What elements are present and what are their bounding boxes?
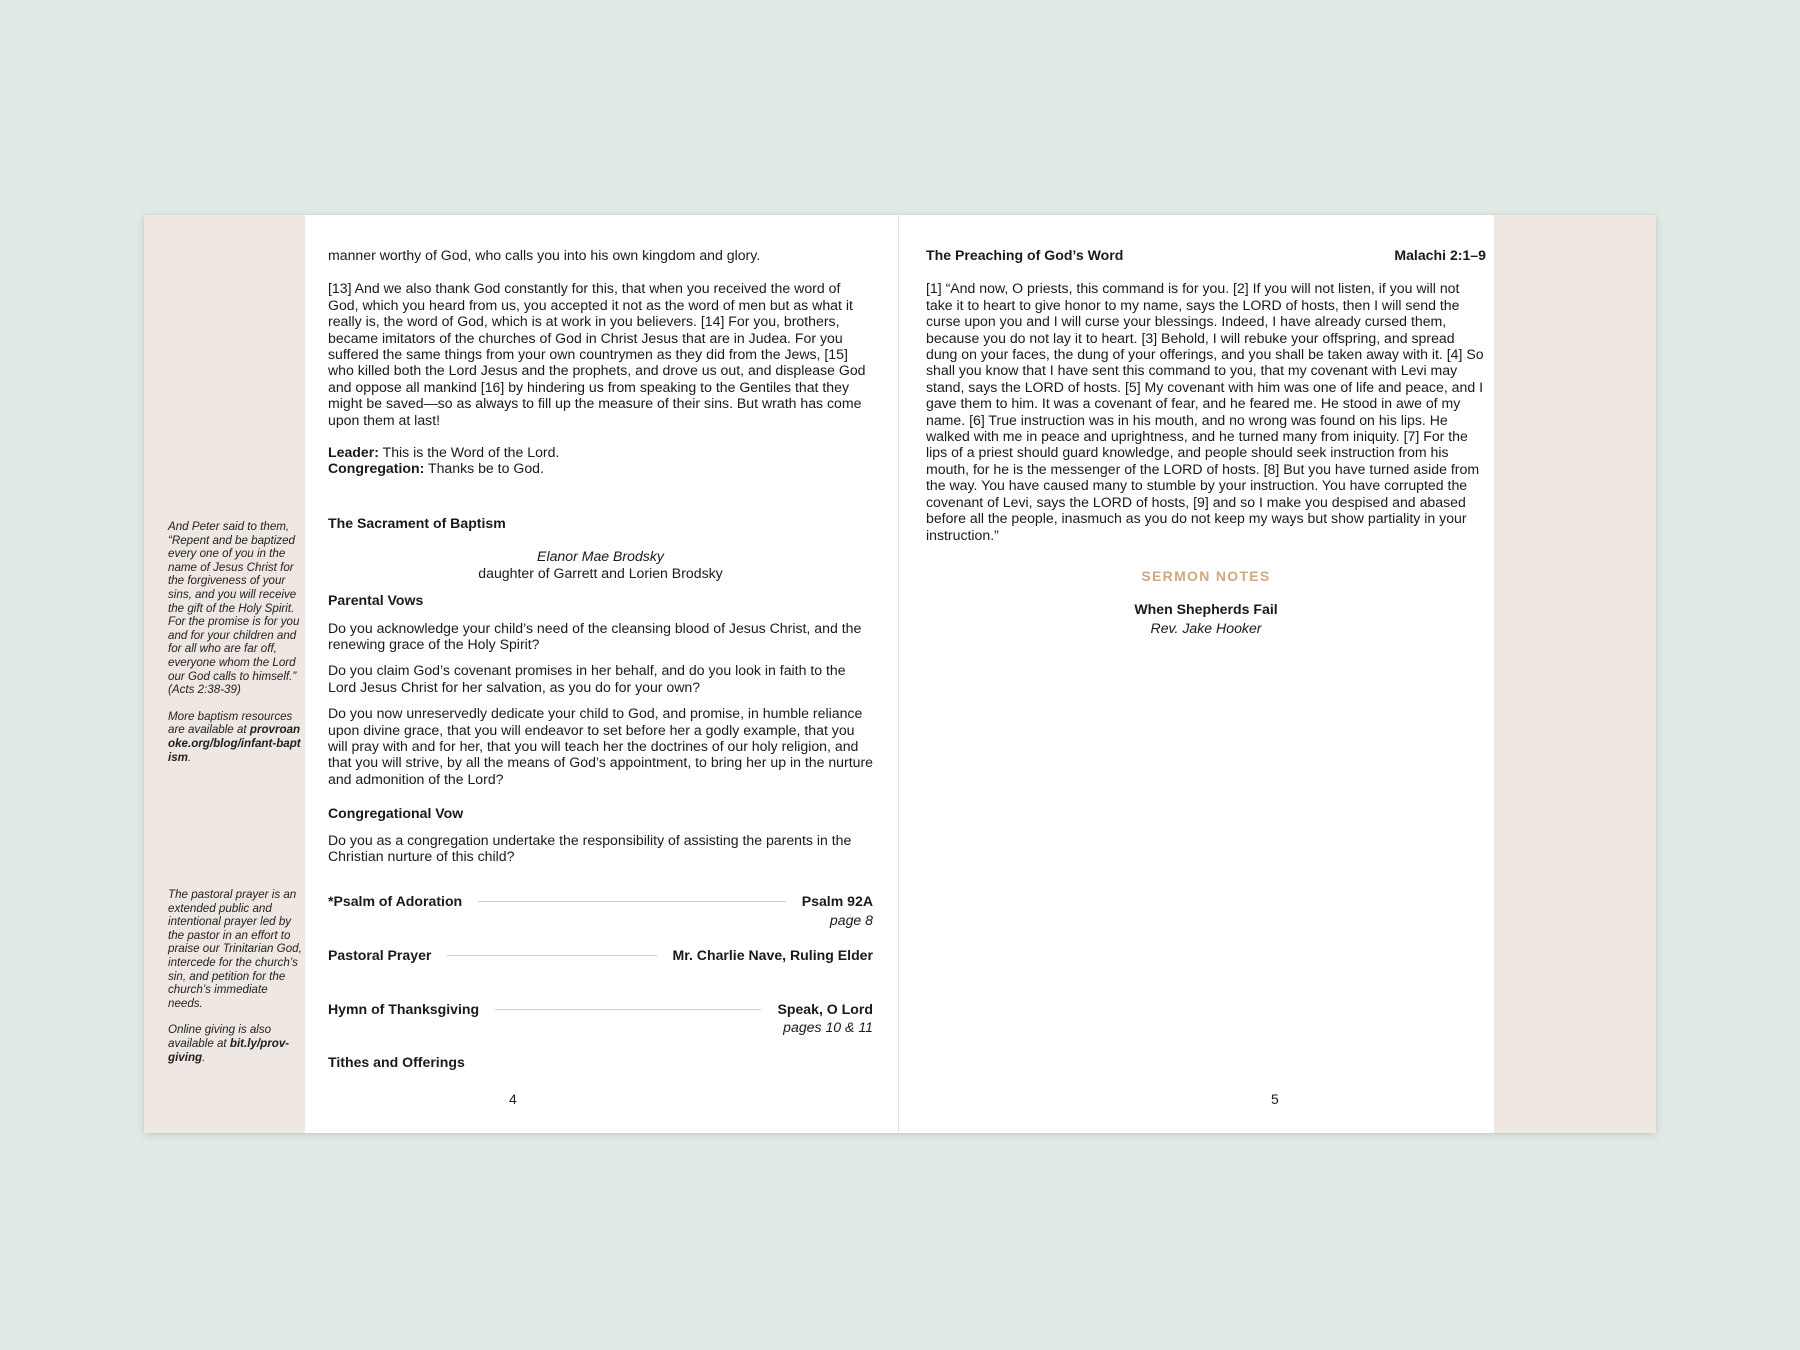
baptism-resources-link[interactable]: provroanoke.org/blog/infant-baptism [168, 723, 301, 764]
leader-line [478, 901, 786, 902]
malachi-reading: [1] “And now, O priests, this command is for you. [2] If you will not listen, if you will not take it to heart to give honor to my name, says the LORD of hosts, then I will send the curse upon you and I will curse your blessings. Indeed, I have already cursed them, because you do not lay it to heart. [3] Behold, I will rebuke your offspring, and spread dung on your faces, the dung of your offerings, and you shall be taken away with it. [4] So shall you know that I have sent this command to you, that my covenant with Levi may stand, says the LORD of hosts. [5] My covenant with him was one of life and peace, and I gave them to him. It was a covenant of fear, and he feared me. He stood in awe of my name. [6] True instruction was in his mouth, and no wrong was found on his lips. He walked with me in peace and uprightness, and he turned many from iniquity. [7] For the lips of a priest should guard knowledge, and people should seek instruction from his mouth, for he is the messenger of the LORD of hosts. [8] But you have turned aside from the way. You have caused many to stumble by your instruction. You have corrupted the covenant of Levi, says the LORD of hosts, [9] and so I make you despised and abased before all the people, inasmuch as you do not keep my ways but show partiality in your instruction.” [926, 280, 1484, 543]
parental-vows-heading: Parental Vows [328, 592, 424, 609]
leader-line [495, 1009, 761, 1010]
sermon-title: When Shepherds Fail [1134, 601, 1278, 618]
order-item-pastoral-prayer [328, 947, 873, 963]
sidenote-acts-quote: And Peter said to them, “Repent and be baptized every one of you in the name of Jesus Christ for the forgiveness of your sins, and you will receive the gift of the Holy Spirit. For the promise is for you and for your children and for all who are far off, everyone whom the Lord our God calls to himself.” (Acts 2:38-39) [168, 520, 300, 697]
order-item-hymn [328, 1001, 873, 1036]
reading-continuation: manner worthy of God, who calls you into his own kingdom and glory. [328, 247, 761, 263]
page-4-content [328, 247, 873, 1071]
child-name: Elanor Mae Brodsky [537, 548, 664, 565]
parental-vow-3: Do you now unreservedly dedicate your child to God, and promise, in humble reliance upon divine grace, that you will endeavor to set before her a godly example, that you will pray with and for her, that you will teach her the doctrines of our holy religion, and that you will strive, by all the means of God’s appointment, to bring her up in the nurture and admonition of the Lord? [328, 705, 873, 787]
order-item-psalm [328, 893, 873, 928]
preaching-title-row [926, 247, 1486, 263]
congregational-vow: Do you as a congregation undertake the responsibility of assisting the parents in the Christian nurture of this child? [328, 831, 852, 864]
parental-vow-2: Do you claim God’s covenant promises in her behalf, and do you look in faith to the Lord Jesus Christ for her salvation, as you do for your own? [328, 662, 846, 695]
congregational-vow-heading: Congregational Vow [328, 805, 464, 822]
page-number: 5 [1271, 1091, 1279, 1107]
page-5 [899, 215, 1494, 1133]
order-label: Hymn of Thanksgiving [328, 1000, 480, 1017]
scripture-reference: Malachi 2:1–9 [1394, 247, 1486, 263]
baptism-heading: The Sacrament of Baptism [328, 514, 506, 531]
parental-vow-1: Do you acknowledge your child’s need of the cleansing blood of Jesus Christ, and the renewing grace of the Holy Spirit? [328, 619, 862, 652]
bulletin-spread [144, 215, 1656, 1133]
right-margin [1494, 215, 1656, 1133]
sidenote-baptism-resources: More baptism resources are available at provroanoke.org/blog/infant-baptism. [168, 709, 301, 764]
online-giving-link[interactable]: bit.ly/prov-giving [168, 1036, 290, 1064]
sidenote-prayer [168, 888, 302, 1064]
page-number: 4 [509, 1091, 517, 1107]
sidenote-online-giving: Online giving is also available at bit.ly/prov-giving. [168, 1023, 290, 1064]
child-parents: daughter of Garrett and Lorien Brodsky [478, 564, 723, 581]
preacher-name: Rev. Jake Hooker [1150, 619, 1262, 636]
sermon-notes-heading: SERMON NOTES [1141, 567, 1271, 584]
reading-verses-13-16: [13] And we also thank God constantly for this, that when you received the word of God, which you heard from us, you accepted it not as the word of men but as what it really is, the word of God, which is at work in you believers. [14] For you, brothers, became imitators of the churches of God in Christ Jesus that are in Judea. For you suffered the same things from your own countrymen as they did from the Jews, [15] who killed both the Lord Jesus and the prophets, and drove us out, and displease God and oppose all mankind [16] by hindering us from speaking to the Gentiles that they might be saved—so as always to fill up the measure of their sins. But wrath has come upon them at last! [328, 280, 866, 428]
preaching-label: The Preaching of God’s Word [926, 247, 1124, 263]
page-5-content [926, 247, 1486, 636]
sidenote-baptism [168, 520, 302, 764]
order-page-ref: page 8 [829, 911, 873, 928]
order-value: Mr. Charlie Nave, Ruling Elder [672, 947, 873, 964]
leader-response: Leader: This is the Word of the Lord. [328, 444, 560, 461]
left-margin-notes [144, 215, 305, 1133]
order-page-ref: pages 10 & 11 [783, 1019, 873, 1035]
leader-line [447, 955, 656, 956]
order-label: Pastoral Prayer [328, 947, 432, 964]
sidenote-pastoral-prayer: The pastoral prayer is an extended public and intentional prayer led by the pastor in an effort to praise our Trinitarian God, intercede for the church’s sin, and petition for the church’s immediate needs. [168, 888, 302, 1010]
order-label: *Psalm of Adoration [328, 893, 463, 910]
tithes-and-offerings: Tithes and Offerings [328, 1054, 465, 1071]
order-value: Speak, O Lord [777, 1000, 873, 1017]
page-4 [305, 215, 899, 1133]
congregation-response: Congregation: Thanks be to God. [328, 460, 544, 477]
order-value: Psalm 92A [801, 893, 873, 910]
